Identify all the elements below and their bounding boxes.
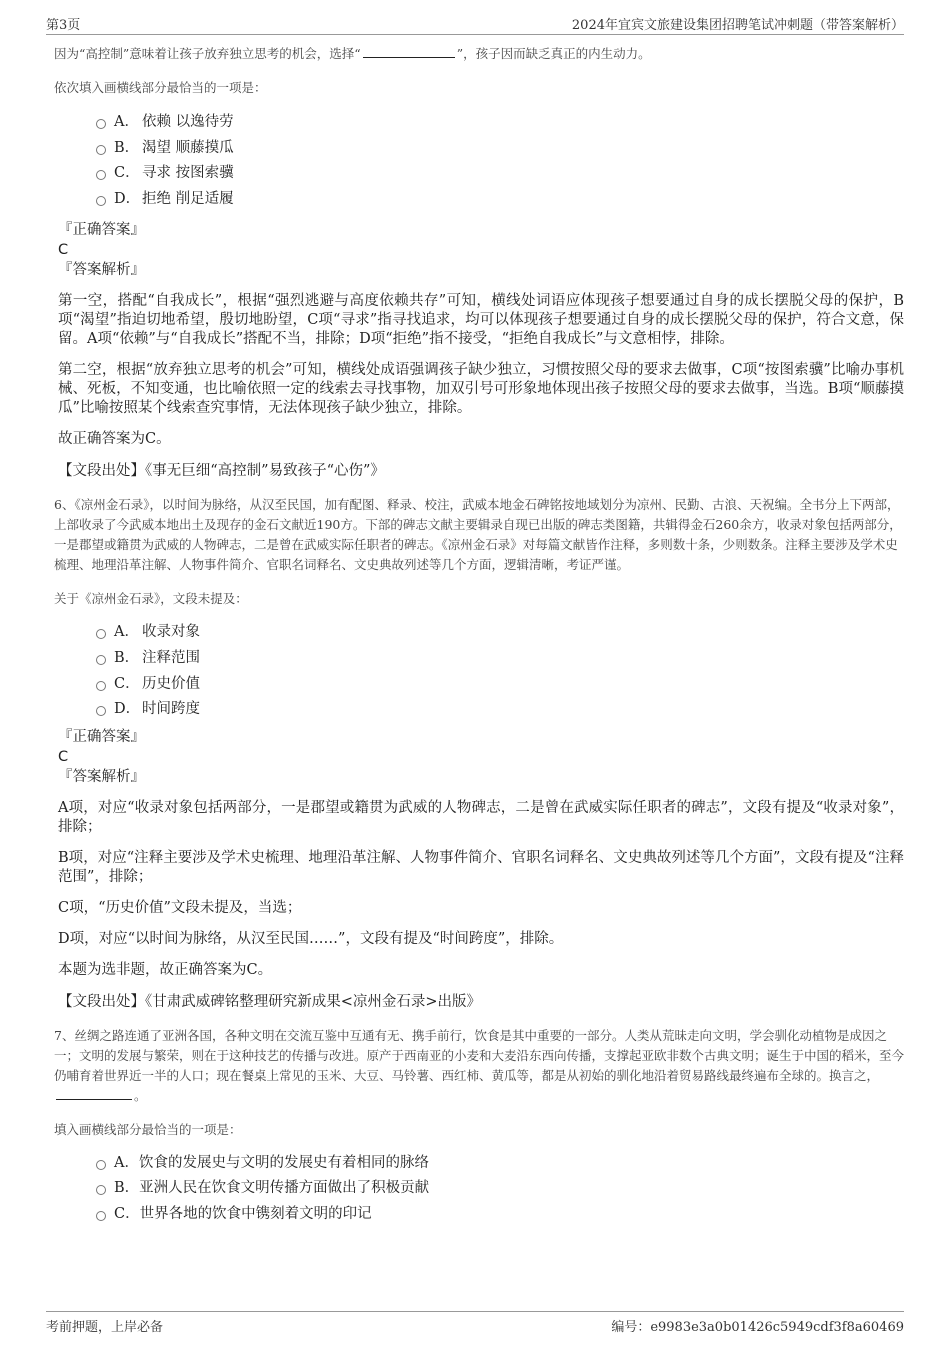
q6-option-b[interactable]: B． 注释范围 bbox=[54, 646, 904, 672]
q5-answer: C bbox=[58, 242, 69, 259]
q7-stem-after: 。 bbox=[134, 1087, 147, 1103]
q6-analysis-a: A项，对应“收录对象包括两部分，一是郡望或籍贯为武威的人物碑志，二是曾在武威实际任职者的碑志”，文段有提及“收录对象”，排除； bbox=[58, 799, 904, 835]
q5-stem-before: 因为“高控制”意味着让孩子放弃独立思考的机会，选择“ bbox=[54, 46, 361, 61]
radio-button[interactable] bbox=[96, 706, 106, 716]
radio-button[interactable] bbox=[96, 170, 106, 180]
radio-button[interactable] bbox=[96, 629, 106, 639]
radio-button[interactable] bbox=[96, 1211, 106, 1221]
q7-prompt: 填入画横线部分最恰当的一项是： bbox=[54, 1121, 242, 1137]
radio-button[interactable] bbox=[96, 681, 106, 691]
page-footer bbox=[46, 1311, 904, 1336]
q7-option-b[interactable]: B．亚洲人民在饮食文明传播方面做出了积极贡献 bbox=[54, 1176, 904, 1202]
q5-source: 【文段出处】《事无巨细“高控制”易致孩子“心伤”》 bbox=[58, 463, 385, 480]
q5-options bbox=[54, 110, 904, 212]
q6-prompt: 关于《凉州金石录》，文段未提及： bbox=[54, 591, 248, 607]
radio-button[interactable] bbox=[96, 119, 106, 129]
q6-analysis-conclusion: 本题为选非题，故正确答案为C。 bbox=[58, 961, 273, 978]
q6-option-d[interactable]: D． 时间跨度 bbox=[54, 697, 904, 723]
q7-option-a[interactable]: A．饮食的发展史与文明的发展史有着相同的脉络 bbox=[54, 1151, 904, 1177]
footer-serial: 编号：e9983e3a0b01426c5949cdf3f8a60469 bbox=[611, 1320, 904, 1335]
q5-stem-after: ”，孩子因而缺乏真正的内生动力。 bbox=[456, 46, 651, 61]
page-content bbox=[54, 44, 904, 1228]
q5-answer-label: 『正确答案』 bbox=[58, 222, 145, 239]
footer-slogan: 考前押题，上岸必备 bbox=[46, 1320, 164, 1335]
q6-answer-label: 『正确答案』 bbox=[58, 728, 145, 745]
q6-option-c[interactable]: C． 历史价值 bbox=[54, 672, 904, 698]
q6-options bbox=[54, 620, 904, 722]
q5-blank bbox=[363, 45, 455, 58]
radio-button[interactable] bbox=[96, 655, 106, 665]
q5-analysis-3: 故正确答案为C。 bbox=[58, 431, 171, 448]
q6-analysis-d: D项，对应“以时间为脉络，从汉至民国……”，文段有提及“时间跨度”，排除。 bbox=[58, 930, 564, 947]
q5-option-d[interactable]: D． 拒绝 削足适履 bbox=[54, 187, 904, 213]
q6-analysis-c: C项，“历史价值”文段未提及，当选； bbox=[58, 899, 302, 916]
q5-stem bbox=[54, 44, 904, 64]
q5-analysis-label: 『答案解析』 bbox=[58, 262, 145, 279]
q5-analysis-2: 第二空，根据“放弃独立思考的机会”可知，横线处成语强调孩子缺少独立，习惯按照父母的要求去做事，C项“按图索骥”比喻办事机械、死板，不知变通，也比喻依照一定的线索去寻找事物，加双引号可形象地体现出孩子按照父母的要求去做事，当选。B项“顺藤摸瓜”比喻按照某个线索查究事情，无法体现孩子缺少独立，排除。 bbox=[58, 362, 904, 417]
radio-button[interactable] bbox=[96, 196, 106, 206]
q5-option-a[interactable]: A． 依赖 以逸待劳 bbox=[54, 110, 904, 136]
q6-answer: C bbox=[58, 748, 69, 765]
q5-analysis-1: 第一空，搭配“自我成长”，根据“强烈逃避与高度依赖共存”可知，横线处词语应体现孩子想要通过自身的成长摆脱父母的保护，B项“渴望”指迫切地希望，殷切地盼望，C项“寻求”指寻找追求，均可以体现孩子想要通过自身的成长摆脱父母的保护，符合文意，保留。A项“依赖”与“自我成长”搭配不当，排除；D项“拒绝”指不接受，“拒绝自我成长”与文意相悖，排除。 bbox=[58, 293, 904, 348]
q7-stem bbox=[54, 1026, 904, 1106]
radio-button[interactable] bbox=[96, 1160, 106, 1170]
q7-option-c[interactable]: C．世界各地的饮食中镌刻着文明的印记 bbox=[54, 1202, 904, 1228]
radio-button[interactable] bbox=[96, 1185, 106, 1195]
q6-analysis-b: B项，对应“注释主要涉及学术史梳理、地理沿革注解、人物事件简介、官职名词释名、文史典故列述等几个方面”，文段有提及“注释范围”，排除； bbox=[58, 849, 904, 885]
radio-button[interactable] bbox=[96, 145, 106, 155]
q6-source: 【文段出处】《甘肃武威碑铭整理研究新成果<凉州金石录>出版》 bbox=[58, 993, 482, 1010]
q6-stem: 6、《凉州金石录》，以时间为脉络，从汉至民国，加有配图、释录、校注，武威本地金石碑铭按地域划分为凉州、民勤、古浪、天祝编。全书分上下两部，上部收录了今武威本地出土及现存的金石文献近190方。下部的碑志文献主要辑录自现已出版的碑志类图籍，共辑得金石260余方，收录对象包括两部分，一是郡望或籍贯为武威的人物碑志，二是曾在武威实际任职者的碑志。《凉州金石录》对每篇文献皆作注释，多则数十条，少则数条。注释主要涉及学术史梳理、地理沿革注解、人物事件简介、官职名词释名、文史典故列述等几个方面，逻辑清晰，考证严谨。 bbox=[54, 497, 902, 573]
q6-option-a[interactable]: A． 收录对象 bbox=[54, 620, 904, 646]
q7-options bbox=[54, 1151, 904, 1228]
q5-option-c[interactable]: C． 寻求 按图索骥 bbox=[54, 161, 904, 187]
q7-stem-before: 7、丝绸之路连通了亚洲各国，各种文明在交流互鉴中互通有无、携手前行，饮食是其中重要的一部分。人类从荒昧走向文明，学会驯化动植物是成因之一；文明的发展与繁荣，则在于这种技艺的传播与改进。原产于西南亚的小麦和大麦沿东西向传播，支撑起亚欧非数个古典文明；诞生于中国的稻米，至今仍哺育着世界近一半的人口；现在餐桌上常见的玉米、大豆、马铃薯、西红柿、黄瓜等，都是从初始的驯化地沿着贸易路线最终遍布全球的。换言之， bbox=[54, 1027, 905, 1083]
q5-option-b[interactable]: B． 渴望 顺藤摸瓜 bbox=[54, 136, 904, 162]
page-number: 第3页 bbox=[46, 18, 81, 33]
q6-analysis-label: 『答案解析』 bbox=[58, 768, 145, 785]
q5-prompt: 依次填入画横线部分最恰当的一项是： bbox=[54, 80, 267, 95]
q7-blank bbox=[56, 1087, 132, 1100]
page-header bbox=[46, 14, 904, 35]
document-title: 2024年宜宾文旅建设集团招聘笔试冲刺题（带答案解析） bbox=[571, 18, 904, 33]
